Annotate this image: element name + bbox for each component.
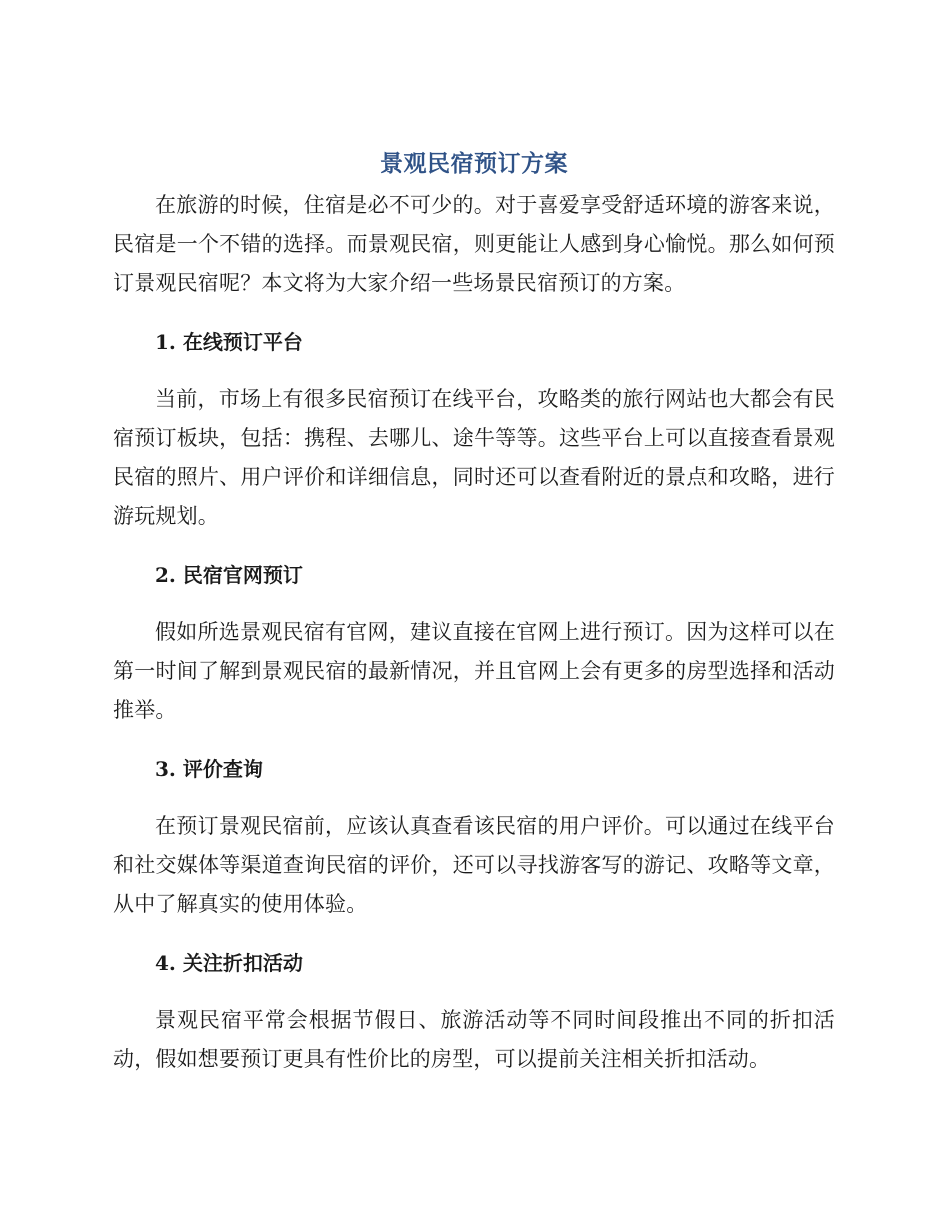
section-body-official-site: 假如所选景观民宿有官网，建议直接在官网上进行预订。因为这样可以在第一时间了解到景观民宿的最新情况，并且官网上会有更多的房型选择和活动推举。	[113, 620, 835, 722]
section-heading-discounts: 4. 关注折扣活动	[155, 951, 303, 975]
section-heading-online-platform: 1. 在线预订平台	[155, 330, 303, 354]
intro-paragraph: 在旅游的时候，住宿是必不可少的。对于喜爱享受舒适环境的游客来说，民宿是一个不错的选择。而景观民宿，则更能让人感到身心愉悦。那么如何预订景观民宿呢？本文将为大家介绍一些场景民宿预订的方案。	[113, 193, 835, 295]
section-body-discounts: 景观民宿平常会根据节假日、旅游活动等不同时间段推出不同的折扣活动，假如想要预订更具有性价比的房型，可以提前关注相关折扣活动。	[113, 1008, 835, 1071]
section-body-review-check: 在预订景观民宿前，应该认真查看该民宿的用户评价。可以通过在线平台和社交媒体等渠道查询民宿的评价，还可以寻找游客写的游记、攻略等文章，从中了解真实的使用体验。	[113, 814, 835, 916]
section-body-online-platform: 当前，市场上有很多民宿预订在线平台，攻略类的旅行网站也大都会有民宿预订板块，包括：携程、去哪儿、途牛等等。这些平台上可以直接查看景观民宿的照片、用户评价和详细信息，同时还可以查看附近的景点和攻略，进行游玩规划。	[113, 387, 835, 528]
document-content	[113, 142, 835, 1079]
section-heading-review-check: 3. 评价查询	[155, 757, 263, 781]
document-title: 景观民宿预订方案	[380, 151, 568, 177]
section-heading-official-site: 2. 民宿官网预订	[155, 563, 303, 587]
